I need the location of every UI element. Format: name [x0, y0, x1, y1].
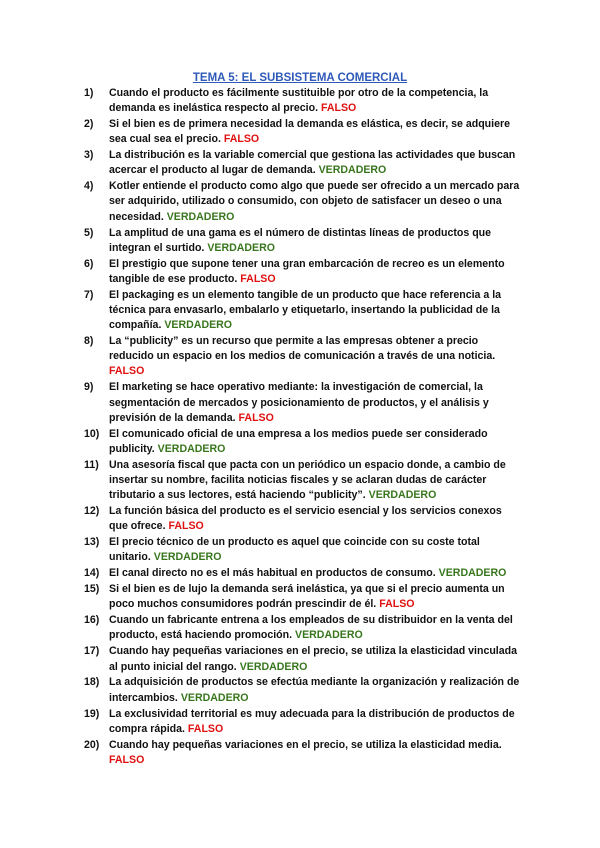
- question-text: La distribución es la variable comercial que gestiona las actividades que buscan acercar el producto al lugar de demanda.: [109, 149, 516, 177]
- answer-label: VERDADERO: [239, 660, 308, 673]
- question-item: [0, 179, 600, 225]
- question-text: La función básica del producto es el servicio esencial y los servicios conexos que ofrece.: [109, 505, 502, 533]
- question-item: [0, 148, 600, 178]
- question-text-block: [109, 427, 521, 457]
- question-number: 2): [84, 118, 94, 131]
- answer-label: FALSO: [240, 272, 276, 285]
- question-text: Si el bien es de lujo la demanda será inelástica, ya que si el precio aumenta un poco muchos consumidores podrán prescindir de él.: [109, 583, 505, 611]
- question-text-block: [109, 226, 521, 256]
- answer-label: FALSO: [223, 133, 260, 146]
- answer-label: FALSO: [187, 722, 224, 735]
- question-number: 6): [84, 257, 94, 270]
- question-number: 16): [84, 614, 100, 627]
- answer-label: VERDADERO: [368, 489, 437, 502]
- question-number: 8): [84, 335, 94, 348]
- question-item: [0, 458, 600, 504]
- answer-label: VERDADERO: [157, 442, 226, 455]
- question-item: [0, 427, 600, 457]
- question-text: El marketing se hace operativo mediante: la investigación de comercial, la segmentación de mercados y posicionamiento de productos, y el análisis y previsión de la demanda.: [109, 381, 489, 424]
- question-number: 3): [84, 149, 94, 162]
- question-text-block: [109, 288, 521, 334]
- question-text-block: [109, 675, 521, 705]
- question-item: [0, 86, 600, 116]
- question-item: [0, 707, 600, 737]
- question-text: El precio técnico de un producto es aquel que coincide con su coste total unitario.: [109, 536, 480, 564]
- answer-label: FALSO: [238, 411, 274, 424]
- question-number: 4): [84, 180, 94, 193]
- question-item: [0, 257, 600, 287]
- question-number: 7): [84, 288, 94, 301]
- question-text: La exclusividad territorial es muy adecuada para la distribución de productos de compra rápida.: [109, 707, 515, 735]
- question-text: La “publicity” es un recurso que permite a las empresas obtener a precio reducido un espacio en los medios de comunicación a través de una noticia.: [109, 335, 496, 363]
- question-text-block: [109, 380, 521, 426]
- question-item: [0, 613, 600, 643]
- question-text-block: [109, 86, 521, 116]
- question-number: 11): [84, 458, 99, 471]
- question-number: 1): [84, 87, 94, 99]
- question-item: [0, 226, 600, 256]
- question-item: [0, 535, 600, 565]
- question-item: [0, 380, 600, 426]
- question-number: 19): [84, 707, 100, 720]
- question-number: 18): [84, 676, 100, 689]
- question-text-block: [109, 257, 521, 287]
- question-number: 13): [84, 536, 100, 549]
- question-list: [0, 86, 600, 769]
- document-title: TEMA 5: EL SUBSISTEMA COMERCIAL: [192, 72, 408, 84]
- answer-label: VERDADERO: [166, 210, 235, 223]
- question-text: Cuando el producto es fácilmente sustituible por otro de la competencia, la demanda es inelástica respecto al precio.: [109, 87, 489, 115]
- answer-label: VERDADERO: [153, 551, 222, 564]
- question-text: Si el bien es de primera necesidad la demanda es elástica, es decir, se adquiere sea cual sea el precio.: [109, 118, 510, 146]
- question-text-block: [109, 458, 521, 504]
- answer-label: FALSO: [168, 520, 204, 533]
- question-number: 14): [84, 567, 100, 580]
- question-text-block: [109, 613, 521, 643]
- question-text-block: [109, 582, 521, 612]
- answer-label: VERDADERO: [438, 567, 507, 580]
- question-number: 17): [84, 645, 100, 658]
- answer-label: FALSO: [379, 598, 415, 611]
- question-text-block: [109, 334, 521, 380]
- question-text: El packaging es un elemento tangible de un producto que hace referencia a la técnica para envasarlo, embalarlo y etiquetarlo, insertando la publicidad de la compañía.: [109, 288, 502, 332]
- question-number: 9): [84, 381, 94, 394]
- question-number: 20): [84, 738, 100, 751]
- question-text: Cuando hay pequeñas variaciones en el precio, se utiliza la elasticidad media.: [109, 738, 502, 751]
- question-text: La adquisición de productos se efectúa mediante la organización y realización de intercambios.: [109, 676, 520, 704]
- question-text-block: [109, 566, 521, 581]
- question-text-block: [109, 179, 521, 225]
- question-item: [0, 738, 600, 768]
- question-text-block: [109, 535, 521, 565]
- question-number: 12): [84, 505, 100, 518]
- question-item: [0, 675, 600, 705]
- question-text: La amplitud de una gama es el número de distintas líneas de productos que integran el surtido.: [109, 226, 492, 254]
- answer-label: VERDADERO: [164, 319, 233, 332]
- question-text-block: [109, 148, 521, 178]
- question-text-block: [109, 504, 521, 534]
- question-item: [0, 288, 600, 334]
- question-text-block: [109, 117, 521, 147]
- answer-label: VERDADERO: [207, 241, 276, 254]
- question-item: [0, 644, 600, 674]
- question-text: El prestigio que supone tener una gran embarcación de recreo es un elemento tangible de ese producto.: [109, 257, 505, 285]
- question-text-block: [109, 644, 521, 674]
- question-item: [0, 334, 600, 380]
- question-item: [0, 566, 600, 581]
- answer-label: FALSO: [109, 753, 145, 766]
- question-text: Cuando hay pequeñas variaciones en el precio, se utiliza la elasticidad vinculada al punto inicial del rango.: [109, 645, 518, 673]
- question-number: 15): [84, 583, 100, 596]
- question-text: Kotler entiende el producto como algo que puede ser ofrecido a un mercado para ser adquirido, utilizado o consumido, con objeto de satisfacer un deseo o una necesidad.: [109, 180, 520, 223]
- answer-label: FALSO: [109, 365, 145, 378]
- question-text-block: [109, 707, 521, 737]
- question-number: 10): [84, 427, 100, 440]
- answer-label: VERDADERO: [295, 629, 363, 642]
- question-text: Una asesoría fiscal que pacta con un periódico un espacio donde, a cambio de insertar su nombre, facilita noticias fiscales y se aclaran dudas de carácter tributario a sus lectores, está haciendo “publicity”.: [109, 458, 506, 502]
- question-text-block: [109, 738, 521, 768]
- answer-label: VERDADERO: [180, 691, 249, 704]
- question-item: [0, 504, 600, 534]
- question-text: El comunicado oficial de una empresa a los medios puede ser considerado publicity.: [109, 427, 488, 455]
- question-item: [0, 117, 600, 147]
- question-text: Cuando un fabricante entrena a los empleados de su distribuidor en la venta del producto, está haciendo promoción.: [109, 614, 513, 642]
- question-text: El canal directo no es el más habitual en productos de consumo.: [109, 567, 436, 580]
- answer-label: FALSO: [320, 102, 357, 115]
- answer-label: VERDADERO: [318, 164, 387, 177]
- question-item: [0, 582, 600, 612]
- question-number: 5): [84, 226, 94, 239]
